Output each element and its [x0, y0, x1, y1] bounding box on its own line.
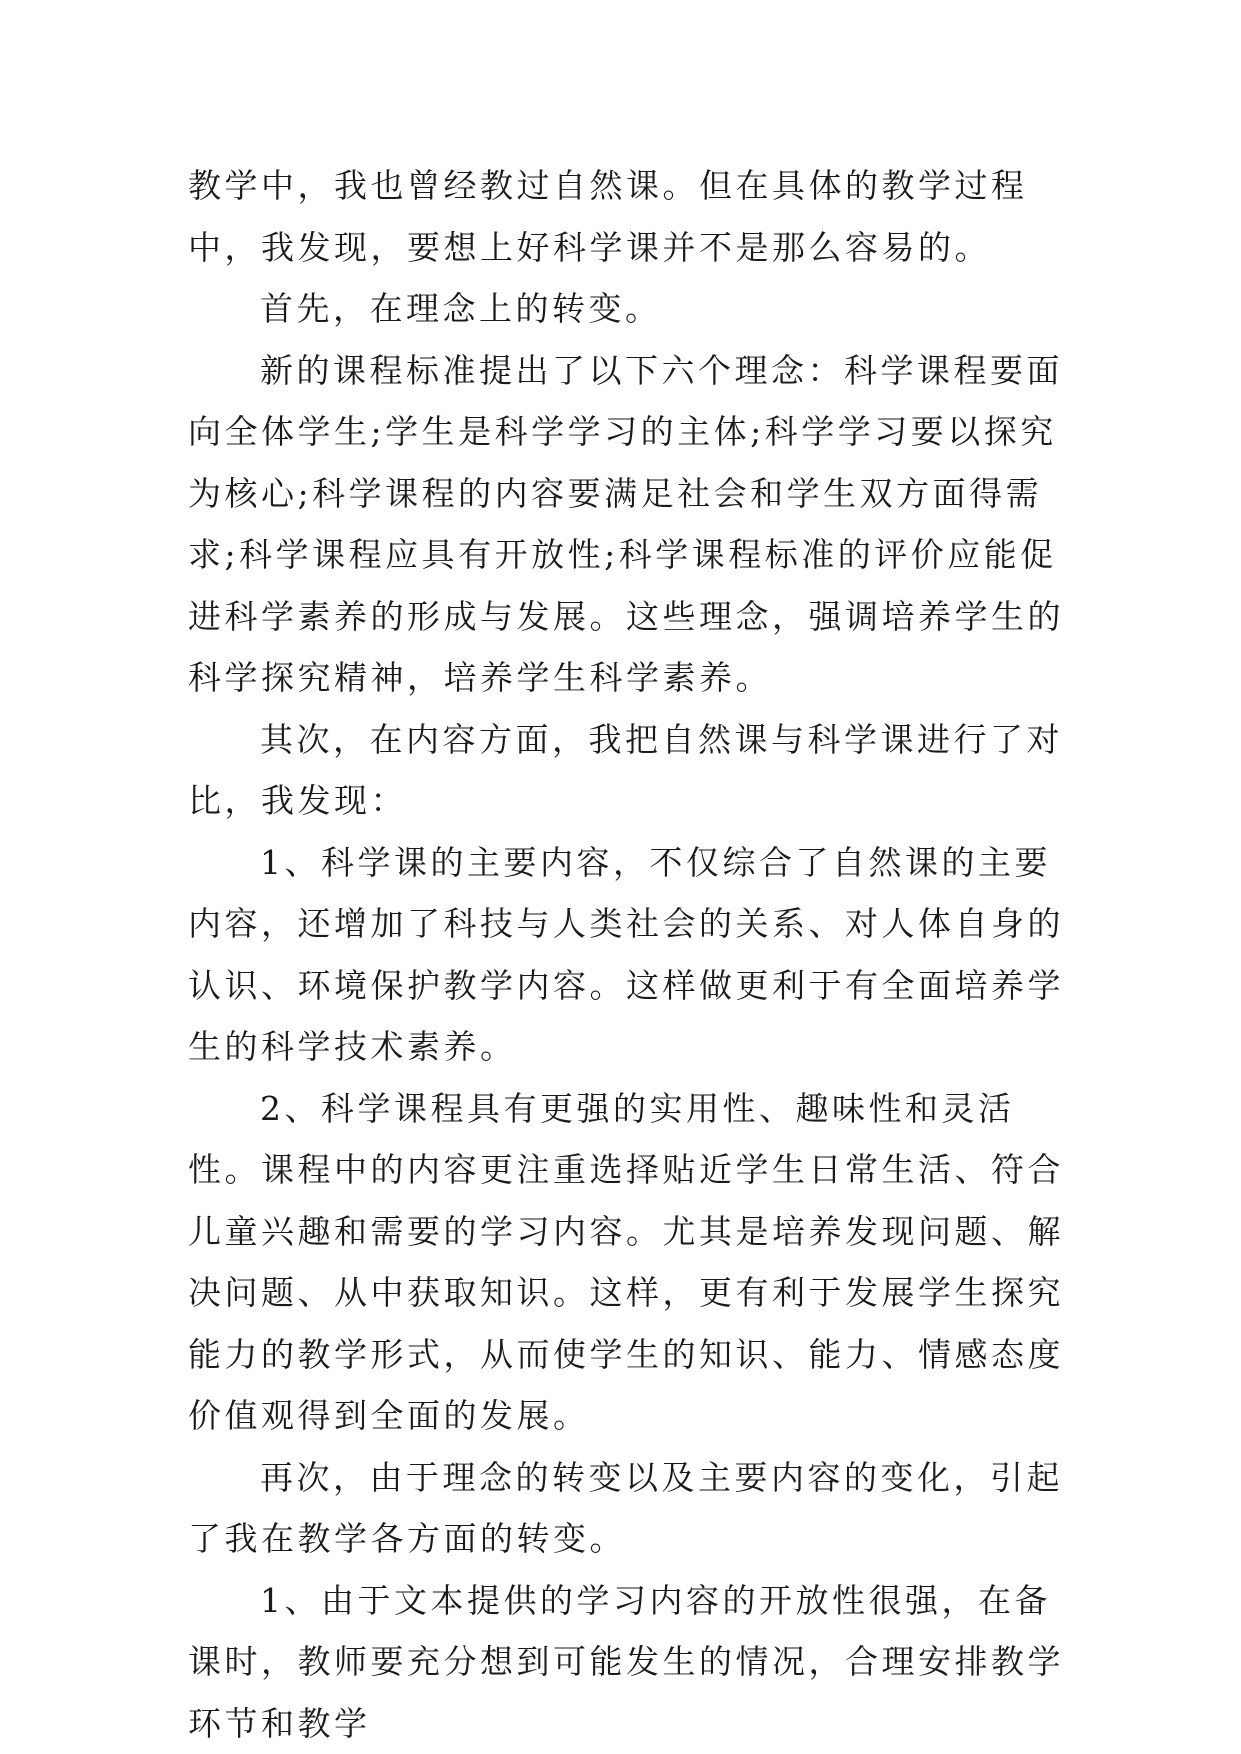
- paragraph: 新的课程标准提出了以下六个理念：科学课程要面向全体学生;学生是科学学习的主体;科学学习要以探究为核心;科学课程的内容要满足社会和学生双方面得需求;科学课程应具有开放性;科学课程标准的评价应能促进科学素养的形成与发展。这些理念，强调培养学生的科学探究精神，培养学生科学素养。: [188, 350, 1064, 697]
- paragraph: 再次，由于理念的转变以及主要内容的变化，引起了我在教学各方面的转变。: [188, 1457, 1063, 1558]
- paragraph: 2、科学课程具有更强的实用性、趣味性和灵活性。课程中的内容更注重选择贴近学生日常生活、符合儿童兴趣和需要的学习内容。尤其是培养发现问题、解决问题、从中获取知识。这样，更有利于发展学生探究能力的教学形式，从而使学生的知识、能力、情感态度价值观得到全面的发展。: [188, 1088, 1064, 1435]
- paragraph: 其次，在内容方面，我把自然课与科学课进行了对比，我发现：: [188, 719, 1063, 820]
- document-body: [188, 155, 1068, 1754]
- paragraph: 教学中，我也曾经教过自然课。但在具体的教学过程中，我发现，要想上好科学课并不是那么容易的。: [188, 166, 1028, 267]
- paragraph: 首先，在理念上的转变。: [260, 289, 662, 328]
- paragraph: 1、由于文本提供的学习内容的开放性很强，在备课时，教师要充分想到可能发生的情况，合理安排教学环节和教学: [188, 1580, 1064, 1743]
- paragraph: 1、科学课的主要内容，不仅综合了自然课的主要内容，还增加了科技与人类社会的关系、对人体自身的认识、环境保护教学内容。这样做更利于有全面培养学生的科学技术素养。: [188, 842, 1064, 1066]
